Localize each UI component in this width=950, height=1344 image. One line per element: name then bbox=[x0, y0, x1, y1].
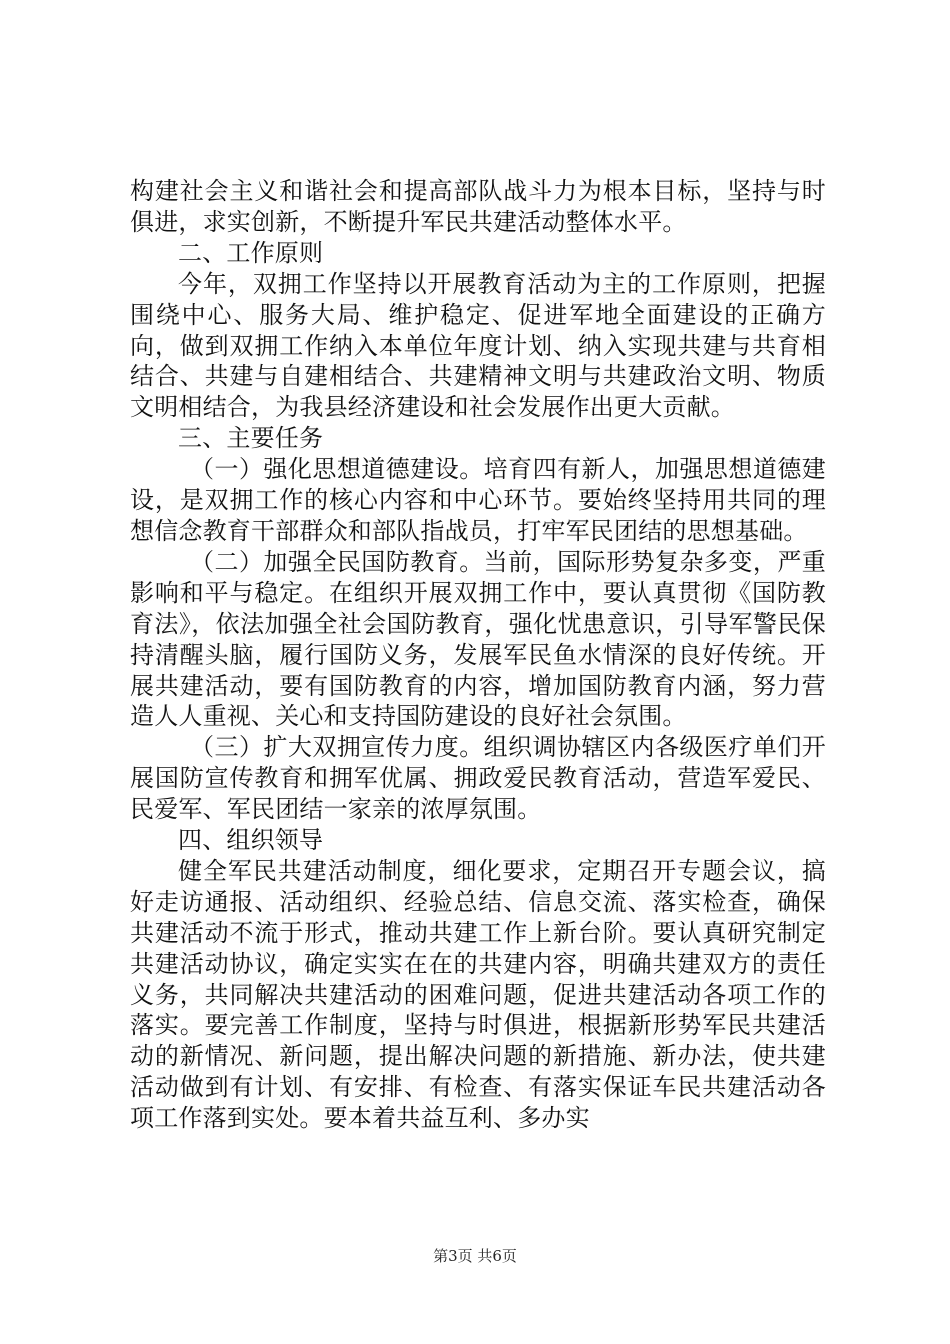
paragraph-task-one: （一）强化思想道德建设。培育四有新人，加强思想道德建设，是双拥工作的核心内容和中心环节。要始终坚持用共同的理想信念教育干部群众和部队指战员，打牢军民团结的思想基础。 bbox=[130, 455, 826, 545]
page-number-label: 第3页 共6页 bbox=[433, 1247, 517, 1265]
paragraph-intro-continuation: 构建社会主义和谐社会和提高部队战斗力为根本目标，坚持与时俱进，求实创新，不断提升军民共建活动整体水平。 bbox=[130, 177, 826, 236]
paragraph-work-principles: 今年，双拥工作坚持以开展教育活动为主的工作原则，把握围绕中心、服务大局、维护稳定、促进军地全面建设的正确方向，做到双拥工作纳入本单位年度计划、纳入实现共建与共育相结合、共建与自建相结合、共建精神文明与共建政治文明、物质文明相结合，为我县经济建设和社会发展作出更大贡献。 bbox=[130, 269, 826, 422]
paragraph-organization: 健全军民共建活动制度，细化要求，定期召开专题会议，搞好走访通报、活动组织、经验总结、信息交流、落实检查，确保共建活动不流于形式，推动共建工作上新台阶。要认真研究制定共建活动协议，确定实实在在的共建内容，明确共建双方的责任义务，共同解决共建活动的困难问题，促进共建活动各项工作的落实。要完善工作制度，坚持与时俱进，根据新形势军民共建活动的新情况、新问题，提出解决问题的新措施、新办法，使共建活动做到有计划、有安排、有检查、有落实保证车民共建活动各项工作落到实处。要本着共益互利、多办实 bbox=[130, 856, 826, 1133]
page-footer bbox=[0, 1246, 950, 1266]
paragraph-task-three: （三）扩大双拥宣传力度。组织调协辖区内各级医疗单们开展国防宣传教育和拥军优属、拥政爱民教育活动，营造军爱民、民爱军、军民团结一家亲的浓厚氛围。 bbox=[130, 733, 826, 824]
paragraph-task-two: （二）加强全民国防教育。当前，国际形势复杂多变，严重影响和平与稳定。在组织开展双拥工作中，要认真贯彻《国防教育法》，依法加强全社会国防教育，强化忧患意识，引导军警民保持清醒头脑，履行国防义务，发展军民鱼水情深的良好传统。开展共建活动，要有国防教育的内容，增加国防教育内涵，努力营造人人重视、关心和支持国防建设的良好社会氛围。 bbox=[130, 547, 826, 731]
section-heading-organization: 四、组织领导 bbox=[178, 826, 324, 855]
section-heading-work-principles: 二、工作原则 bbox=[178, 238, 324, 267]
document-body bbox=[130, 176, 826, 1134]
section-heading-main-tasks: 三、主要任务 bbox=[178, 424, 324, 453]
